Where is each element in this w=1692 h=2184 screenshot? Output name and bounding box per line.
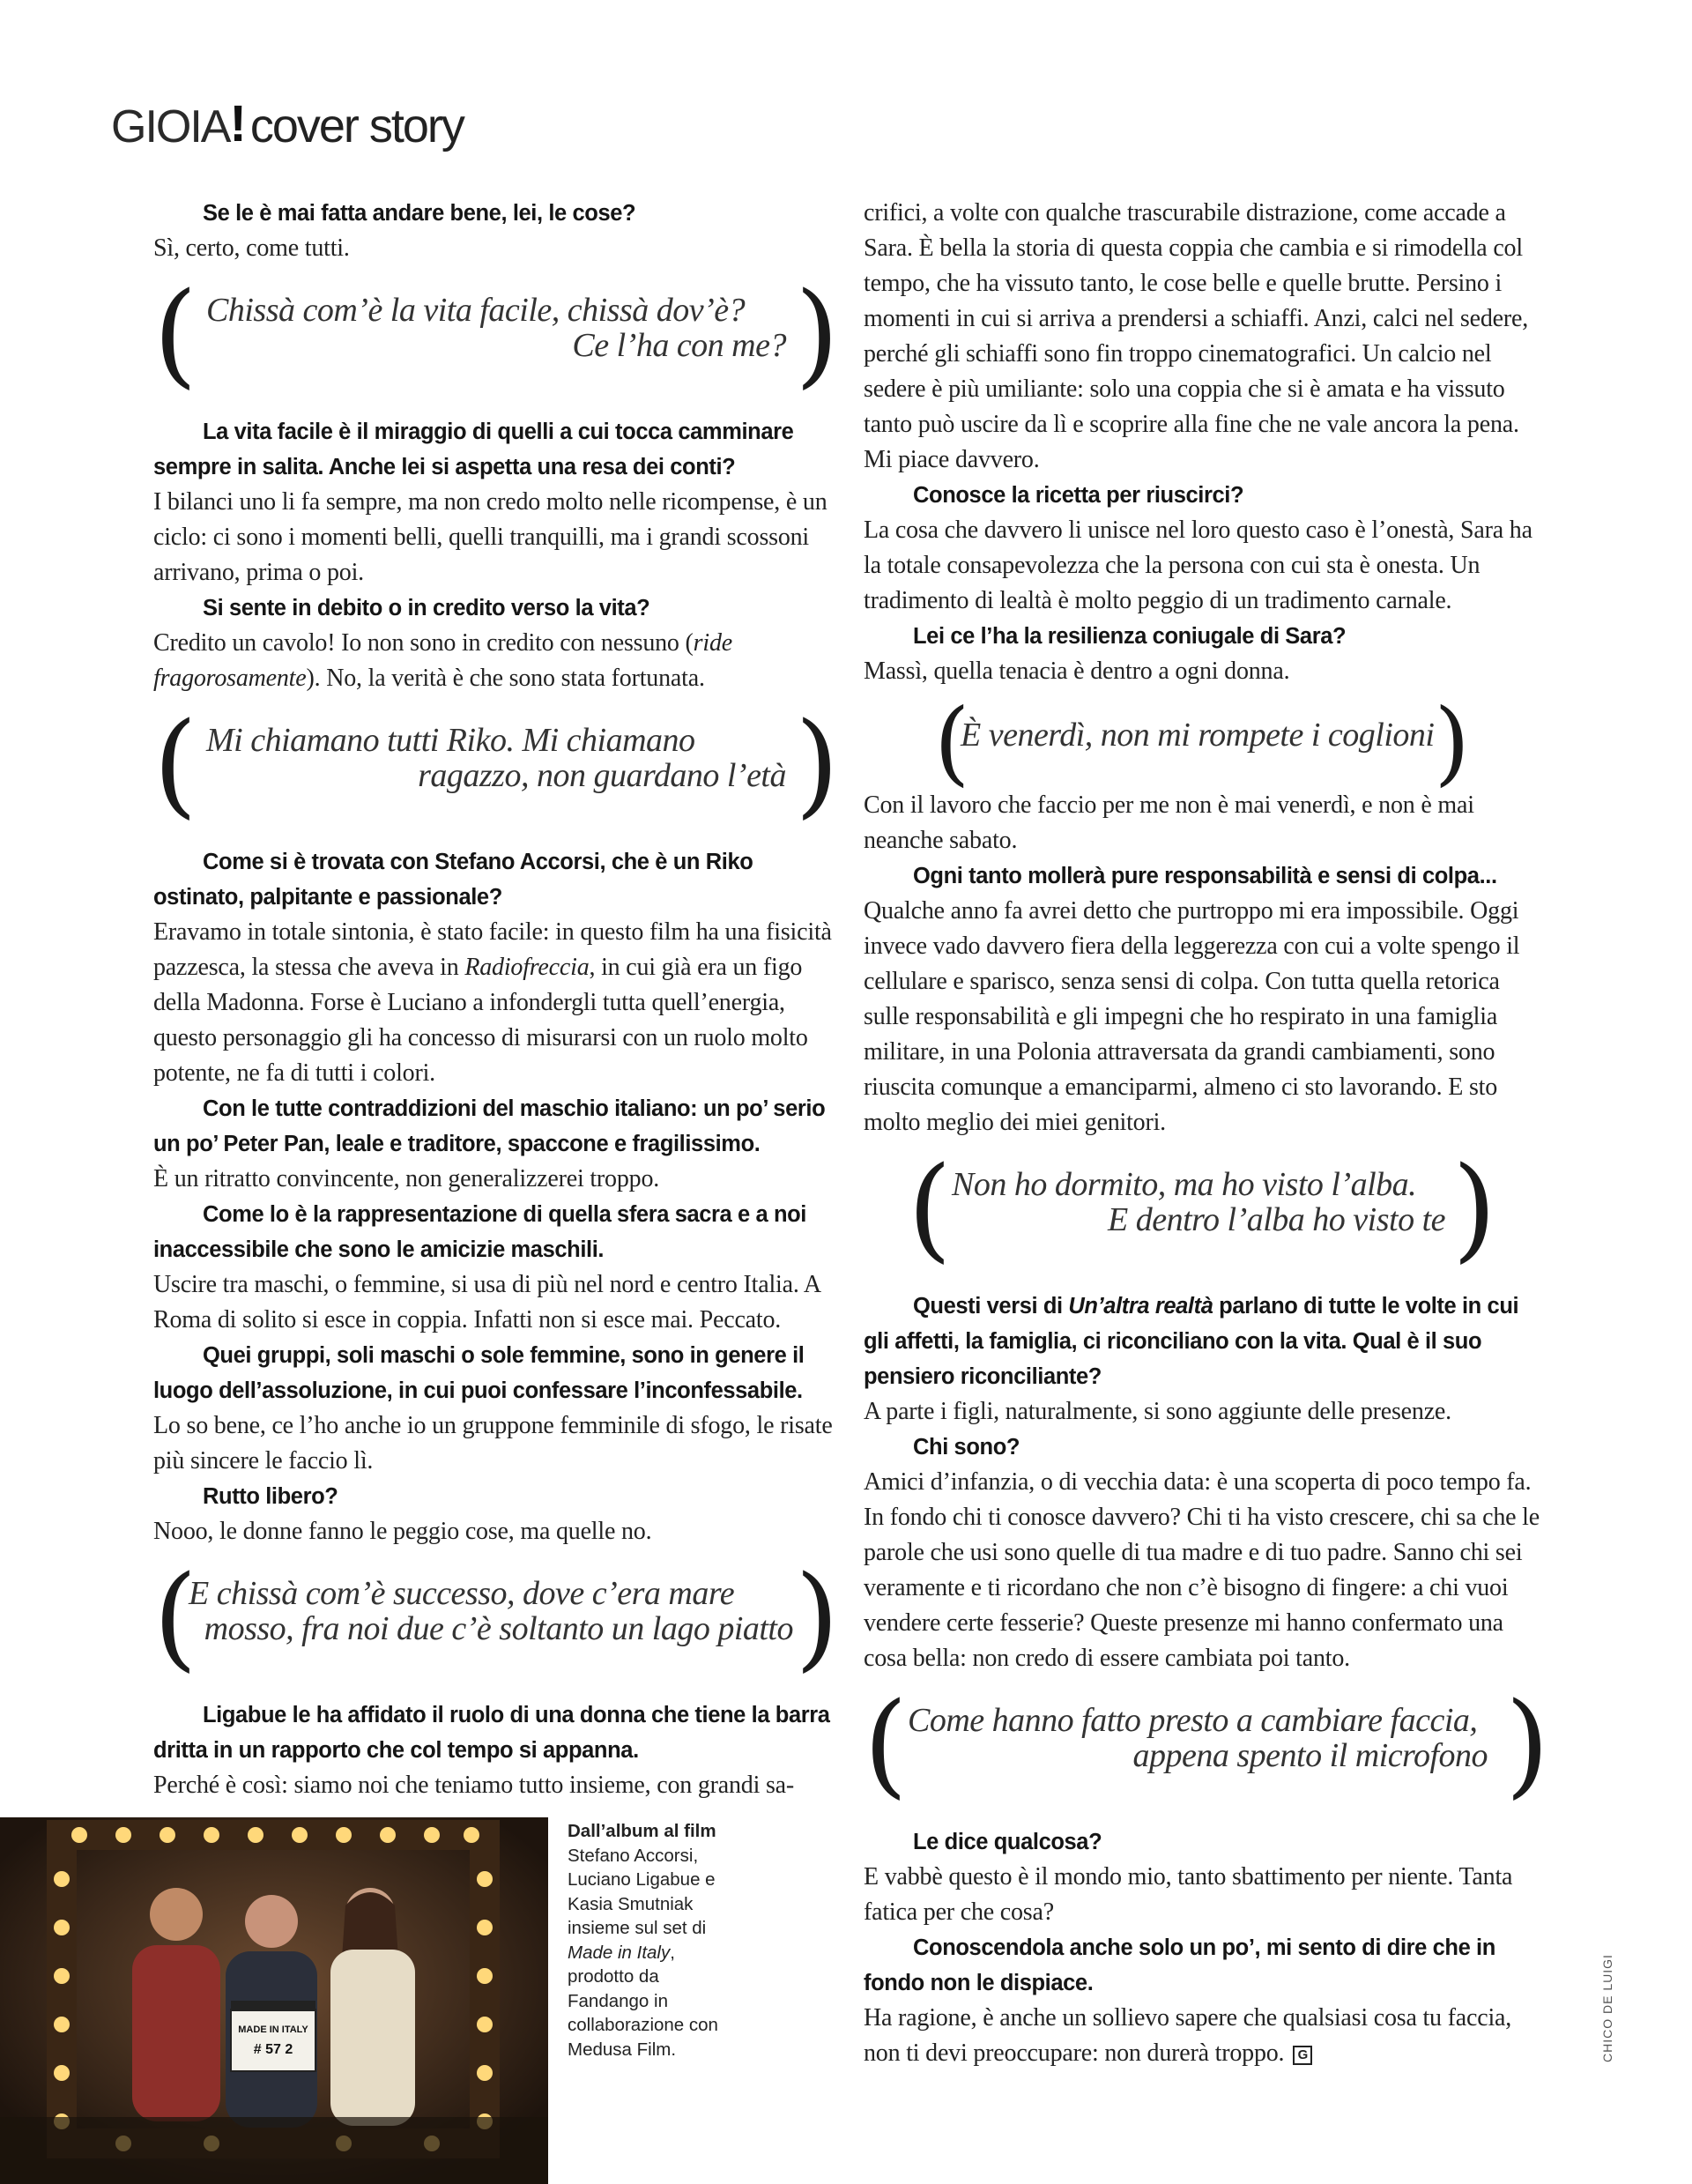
caption-text: Stefano Accorsi, Luciano Ligabue e Kasia Smutniak insieme sul set di Made in Italy, prodotto da Fandango in collaborazione con Medusa Film.	[568, 1845, 718, 2060]
clapperboard-icon	[231, 2001, 315, 2071]
open-paren-icon: (	[153, 699, 197, 830]
close-paren-icon: )	[795, 269, 839, 400]
question: Chi sono?	[913, 1435, 1020, 1460]
answer-continued: crifici, a volte con qualche trascurabile distrazione, come accade a Sara. È bella la storia di questa coppia che cambia e si rimodella col tempo, che ha vissuto tanto, le cose belle e quelle brutte. Persino i momenti in cui si arriva a prendersi a schiaffi. Anzi, calci nel sedere, perché gli schiaffi sono fin troppo cinematografici. Un calcio nel sedere è più umiliante: solo una coppia che si è amata e ha vissuto tanto può uscire da lì e scoprire alla fine che ne vale ancora la pena. Mi piace davvero.	[864, 199, 1529, 473]
end-mark-icon: G	[1293, 2046, 1312, 2065]
answer: Amici d’infanzia, o di vecchia data: è una scoperta di poco tempo fa. In fondo chi ti conosce davvero? Chi ti ha visto crescere, chi sa che le parole che usi sono quelle di tua madre e di tuo padre. Sanno chi sei veramente e ti ricordano che non c’è bisogno di fingere: a chi vuoi vendere certe fesserie? Queste presenze mi hanno confermato una cosa bella: non credo di essere cambiata poi tanto.	[864, 1468, 1540, 1672]
pull-quote-line: E dentro l’alba ho visto te	[1108, 1201, 1445, 1238]
question: Questi versi di Un’altra realtà parlano di tutte le volte in cui gli affetti, la famiglia, ci riconciliano con la vita. Qual è il suo pensiero riconciliante?	[864, 1294, 1519, 1389]
magazine-header	[111, 92, 464, 153]
open-paren-icon: (	[864, 1679, 908, 1810]
answer: Sì, certo, come tutti.	[153, 234, 350, 262]
pull-quote	[864, 1679, 1549, 1810]
answer: Qualche anno fa avrei detto che purtroppo mi era impossibile. Oggi invece vado davvero fiera della leggerezza con cui a volte spengo il cellulare e sparisco, senza sensi di colpa. Con tutta quella retorica sulle responsabilità e gli impegni che ho respirato in una famiglia militare, in una Polonia attraversata da grandi cambiamenti, sono riuscita comunque a emanciparmi, almeno ci sto lavorando. E sto molto meglio dei miei genitori.	[864, 897, 1520, 1136]
answer: Perché è così: siamo noi che teniamo tutto insieme, con grandi sa-	[153, 1772, 795, 1799]
caption-title: Dall’album al film	[568, 1821, 716, 1841]
question: La vita facile è il miraggio di quelli a cui tocca camminare sempre in salita. Anche lei si aspetta una resa dei conti?	[153, 420, 794, 479]
question: Lei ce l’ha la resilienza coniugale di Sara?	[913, 624, 1347, 649]
open-paren-icon: (	[934, 688, 970, 796]
pull-quote	[864, 688, 1549, 796]
question: Ligabue le ha affidato il ruolo di una donna che tiene la barra dritta in un rapporto che col tempo si appanna.	[153, 1703, 830, 1763]
question: Si sente in debito o in credito verso la vita?	[203, 596, 650, 620]
left-column	[153, 196, 839, 1803]
answer: È un ritratto convincente, non generalizzerei troppo.	[153, 1165, 660, 1192]
answer: Lo so bene, ce l’ho anche io un gruppone femminile di sfogo, le risate più sincere le faccio lì.	[153, 1412, 833, 1475]
slate-number: # 57 2	[253, 2042, 293, 2057]
pull-quote-line: appena spento il microfono	[1132, 1737, 1488, 1774]
answer: Massì, quella tenacia è dentro a ogni donna.	[864, 657, 1290, 685]
answer: E vabbè questo è il mondo mio, tanto sbattimento per niente. Tanta fatica per che cosa?	[864, 1863, 1513, 1926]
open-paren-icon: (	[153, 269, 197, 400]
answer: A parte i figli, naturalmente, si sono aggiunte delle presenze.	[864, 1398, 1451, 1425]
section-title: cover story	[249, 100, 464, 152]
answer: Uscire tra maschi, o femmine, si usa di più nel nord e centro Italia. A Roma di solito si esce in coppia. Infatti non si esce mai. Peccato.	[153, 1271, 820, 1333]
pull-quote-line: Ce l’ha con me?	[572, 327, 786, 364]
photo-caption	[568, 1819, 744, 2061]
pull-quote	[864, 1143, 1549, 1274]
pull-quote	[153, 699, 839, 830]
question: Come si è trovata con Stefano Accorsi, che è un Riko ostinato, palpitante e passionale?	[153, 850, 753, 910]
question: Se le è mai fatta andare bene, lei, le cose?	[203, 201, 636, 226]
pull-quote-line: Come hanno fatto presto a cambiare faccia,	[908, 1702, 1478, 1739]
question: Le dice qualcosa?	[913, 1830, 1102, 1854]
answer: Nooo, le donne fanno le peggio cose, ma quelle no.	[153, 1518, 652, 1545]
pull-quote-line: Chissà com’è la vita facile, chissà dov’è?	[206, 292, 746, 329]
pull-quote-line: È venerdì, non mi rompete i coglioni	[961, 717, 1435, 754]
brand-logo: GIOIA	[111, 101, 230, 152]
pull-quote-line: ragazzo, non guardano l’età	[418, 757, 786, 794]
answer: Con il lavoro che faccio per me non è mai venerdì, e non è mai neanche sabato.	[864, 791, 1474, 854]
question: Conoscendola anche solo un po’, mi sento di dire che in fondo non le dispiace.	[864, 1935, 1495, 1995]
pull-quote-line: E chissà com’è successo, dove c’era mare	[189, 1575, 735, 1612]
open-paren-icon: (	[153, 1552, 197, 1683]
photo-credit: CHICO DE LUIGI	[1600, 1954, 1614, 2062]
question: Conosce la ricetta per riuscirci?	[913, 483, 1244, 508]
pull-quote	[153, 269, 839, 400]
answer: Ha ragione, è anche un sollievo sapere che qualsiasi cosa tu faccia, non ti devi preoccupare: non durerà troppo. G	[864, 2004, 1512, 2067]
slate-title: MADE IN ITALY	[238, 2024, 308, 2035]
question: Con le tutte contraddizioni del maschio italiano: un po’ serio un po’ Peter Pan, leale e traditore, spaccone e fragilissimo.	[153, 1096, 826, 1156]
answer: I bilanci uno li fa sempre, ma non credo molto nelle ricompense, è un ciclo: ci sono i momenti belli, quelli tranquilli, ma i grandi scossoni arrivano, prima o poi.	[153, 488, 827, 586]
photo-illustration	[0, 1817, 548, 2184]
close-paren-icon: )	[795, 1552, 839, 1683]
answer: Credito un cavolo! Io non sono in credito con nessuno (ride fragorosamente). No, la verità è che sono stata fortunata.	[153, 629, 732, 692]
open-paren-icon: (	[908, 1143, 952, 1274]
question: Come lo è la rappresentazione di quella sfera sacra e a noi inaccessibile che sono le amicizie maschili.	[153, 1202, 806, 1262]
answer: Eravamo in totale sintonia, è stato facile: in questo film ha una fisicità pazzesca, la stessa che aveva in Radiofreccia, in cui già era un figo della Madonna. Forse è Luciano a infondergli tutta quell’energia, questo personaggio gli ha concesso di misurarsi con un ruolo molto potente, ne fa di tutti i colori.	[153, 918, 832, 1087]
right-column	[864, 196, 1549, 2071]
pull-quote	[153, 1552, 839, 1683]
answer: La cosa che davvero li unisce nel loro questo caso è l’onestà, Sara ha la totale consapevolezza che la persona con cui sta è onesta. Un tradimento di lealtà è molto peggio di un tradimento carnale.	[864, 516, 1532, 614]
pull-quote-line: mosso, fra noi due c’è soltanto un lago piatto	[204, 1610, 793, 1647]
question: Ogni tanto mollerà pure responsabilità e sensi di colpa...	[913, 864, 1497, 888]
question: Rutto libero?	[203, 1484, 338, 1509]
close-paren-icon: )	[1505, 1679, 1549, 1810]
pull-quote-line: Mi chiamano tutti Riko. Mi chiamano	[206, 722, 695, 759]
film-set-photo	[0, 1817, 548, 2184]
close-paren-icon: )	[1452, 1143, 1496, 1274]
pull-quote-line: Non ho dormito, ma ho visto l’alba.	[952, 1166, 1417, 1203]
brand-exclamation-icon: !	[229, 95, 247, 152]
question: Quei gruppi, soli maschi o sole femmine, sono in genere il luogo dell’assoluzione, in cui puoi confessare l’inconfessabile.	[153, 1343, 805, 1403]
close-paren-icon: )	[795, 699, 839, 830]
close-paren-icon: )	[1434, 688, 1470, 796]
